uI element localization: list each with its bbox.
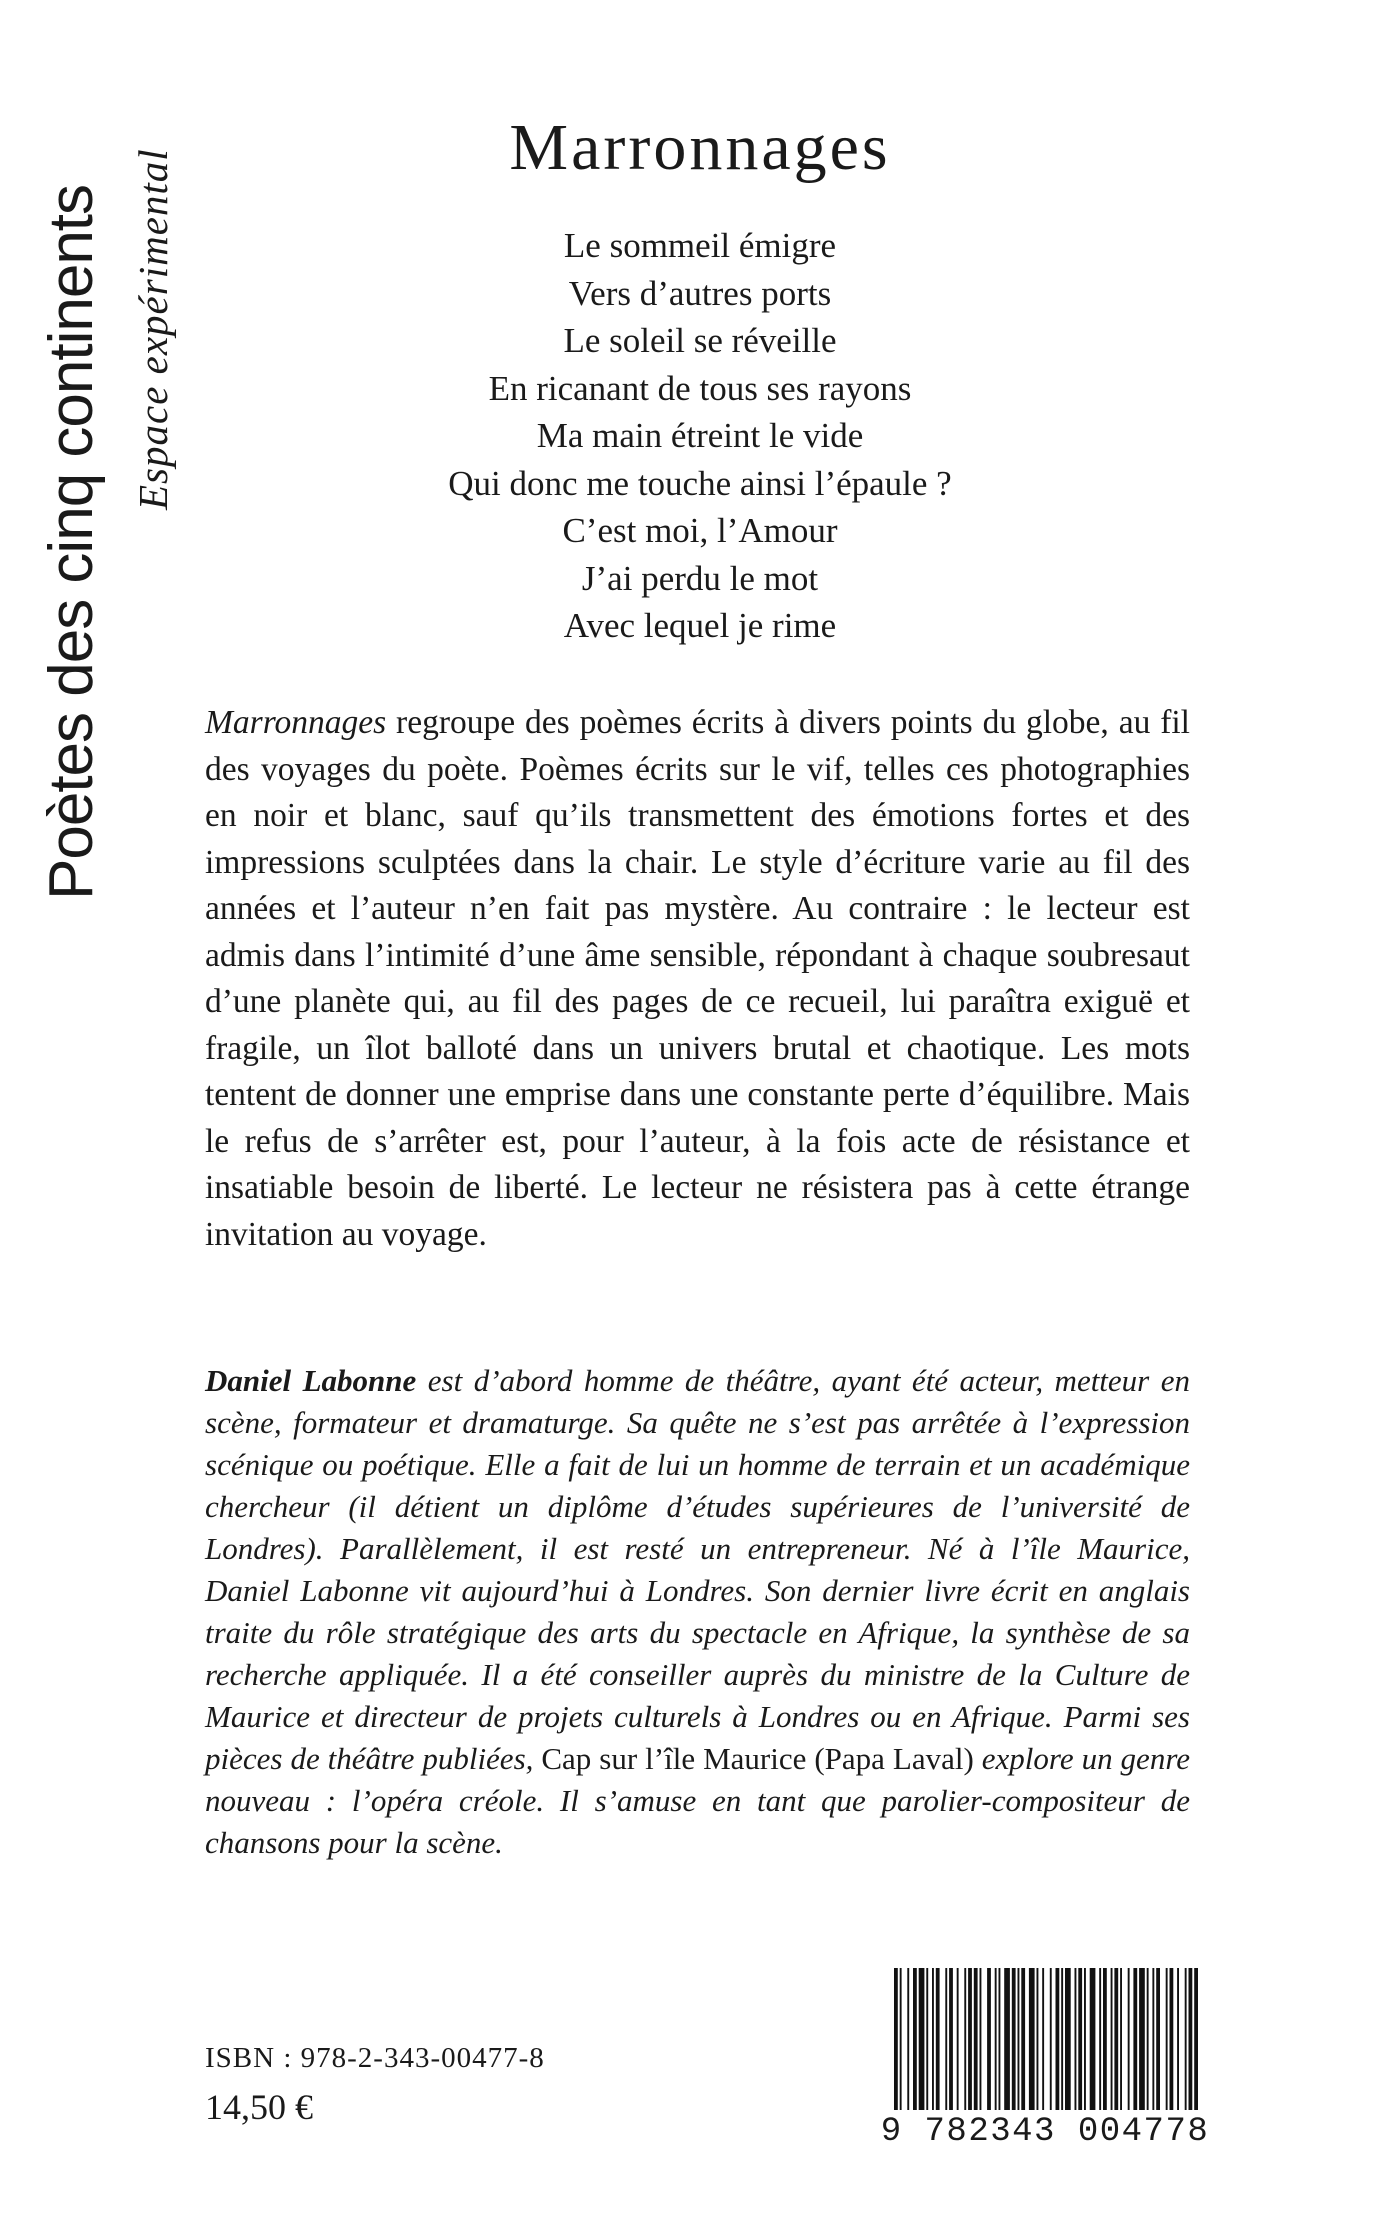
- barcode-bar: [1099, 1968, 1101, 2113]
- poem-line: Le sommeil émigre: [563, 226, 837, 265]
- barcode-bar: [900, 1968, 902, 2120]
- barcode-bar: [1021, 1968, 1025, 2113]
- barcode-bar: [1194, 1968, 1198, 2120]
- barcode-bar: [964, 1968, 966, 2113]
- barcode-bar: [974, 1968, 978, 2113]
- barcode-bar: [949, 1968, 953, 2113]
- barcode-bar: [1147, 1968, 1149, 2113]
- barcode-bar: [1120, 1968, 1122, 2113]
- bio-text-2: explore un genre nouveau : l’opéra créole. Il s’amuse en tant que parolier-compositeur de chansons pour la scène.: [205, 1741, 1190, 1860]
- author-bio: [205, 1360, 1190, 1864]
- barcode-bar: [936, 1968, 940, 2113]
- barcode-bar: [1056, 1968, 1060, 2113]
- book-description: [205, 700, 1190, 1258]
- barcode-digits: 9 782343 004778: [880, 2110, 1210, 2154]
- barcode-bar: [932, 1968, 934, 2113]
- barcode-bar: [913, 1968, 917, 2113]
- barcode-bar: [957, 1968, 959, 2113]
- barcode-bar: [894, 1968, 898, 2120]
- poem-line: Ma main étreint le vide: [536, 416, 864, 455]
- series-subtitle: Espace expérimental: [130, 148, 176, 510]
- description-title: Marronnages: [205, 704, 387, 741]
- barcode-bar: [1177, 1968, 1179, 2113]
- poem-line: Qui donc me touche ainsi l’épaule ?: [448, 463, 952, 503]
- barcode-bar: [945, 1968, 947, 2113]
- description-text: regroupe des poèmes écrits à divers points du globe, au fil des voyages du poète. Poèmes écrits sur le vif, telles ces photographies en noir et blanc, sauf qu’ils transmettent des émotions fortes et des impressions sculptées dans la chair. Le style d’écriture varie au fil des années et l’auteur n’en fait pas mystère. Au contraire : le lecteur est admis dans l’intimité d’une âme sensible, répondant à chaque soubresaut d’une planète qui, au fil des pages de ce recueil, lui paraîtra exiguë et fragile, un îlot balloté dans un univers brutal et chaotique. Les mots tentent de donner une emprise dans une constante perte d’équilibre. Mais le refus de s’arrêter est, pour l’auteur, à la fois acte de résistance et insatiable besoin de liberté. Le lecteur ne résistera pas à cette étrange invitation au voyage.: [205, 704, 1190, 1253]
- author-name: Daniel Labonne: [205, 1363, 417, 1398]
- barcode-bar: [1111, 1968, 1113, 2113]
- barcode-bar: [907, 1968, 909, 2113]
- barcode-bar: [987, 1968, 991, 2113]
- barcode-bar: [1189, 1968, 1193, 2113]
- barcode-bar: [1004, 1968, 1010, 2113]
- barcode-bar: [1042, 1968, 1044, 2113]
- play-title: Cap sur l’île Maurice (Papa Laval): [541, 1741, 974, 1776]
- barcode-bars: [880, 1960, 1210, 2120]
- barcode-bar: [1078, 1968, 1082, 2113]
- barcode-bar: [1075, 1968, 1077, 2113]
- poem-line: En ricanant de tous ses rayons: [488, 368, 912, 408]
- barcode-bar: [980, 1968, 982, 2113]
- barcode-bar: [1061, 1968, 1063, 2113]
- barcode-bar: [926, 1968, 928, 2113]
- barcode-bar: [1185, 1968, 1187, 2113]
- poem-line: J’ai perdu le mot: [581, 558, 819, 598]
- poem-line: Vers d’autres ports: [568, 273, 832, 313]
- price: 14,50 €: [205, 2087, 313, 2127]
- bio-text-1: est d’abord homme de théâtre, ayant été acteur, metteur en scène, formateur et dramaturge. Sa quête ne s’est pas arrêtée à l’expression scénique ou poétique. Elle a fait de lui un homme de terrain et un académique chercheur (il détient un diplôme d’études supérieures de l’université de Londres). Parallèlement, il est resté un entrepreneur. Né à l’île Maurice, Daniel Labonne vit aujourd’hui à Londres. Son dernier livre écrit en anglais traite du rôle stratégique des arts du spectacle en Afrique, la synthèse de sa recherche appliquée. Il a été conseiller auprès du ministre de la Culture de Maurice et directeur de projets culturels à Londres ou en Afrique. Parmi ses pièces de théâtre publiées,: [205, 1363, 1190, 1776]
- barcode-bar: [968, 1968, 972, 2113]
- barcode: [880, 1960, 1210, 2170]
- barcode-bar: [999, 1968, 1001, 2113]
- barcode-bar: [1018, 1968, 1020, 2113]
- barcode-bar: [1156, 1968, 1160, 2113]
- barcode-bar: [1050, 1968, 1052, 2113]
- barcode-bar: [1139, 1968, 1145, 2113]
- barcode-bar: [1103, 1968, 1107, 2120]
- barcode-bar: [1114, 1968, 1118, 2113]
- barcode-bar: [1170, 1968, 1174, 2113]
- barcode-bar: [919, 1968, 925, 2113]
- poem-line: Avec lequel je rime: [563, 606, 837, 645]
- series-title: Poètes des cinq continents: [37, 184, 106, 900]
- barcode-bar: [1029, 1968, 1035, 2113]
- barcode-bar: [1166, 1968, 1168, 2113]
- barcode-bar: [995, 1968, 997, 2113]
- poem-line: Le soleil se réveille: [563, 321, 837, 360]
- barcode-bar: [1152, 1968, 1154, 2113]
- isbn: ISBN : 978-2-343-00477-8: [205, 2042, 545, 2074]
- barcode-bar: [1012, 1968, 1016, 2113]
- barcode-bar: [1084, 1968, 1086, 2113]
- poem-line: C’est moi, l’Amour: [562, 511, 838, 550]
- barcode-bar: [1133, 1968, 1137, 2113]
- barcode-bar: [1065, 1968, 1071, 2113]
- poem: [200, 222, 1200, 650]
- book-title: Marronnages: [509, 111, 891, 184]
- spine-block: [32, 110, 182, 900]
- barcode-bar: [1090, 1968, 1096, 2113]
- barcode-bar: [1037, 1968, 1039, 2113]
- barcode-bar: [1128, 1968, 1130, 2113]
